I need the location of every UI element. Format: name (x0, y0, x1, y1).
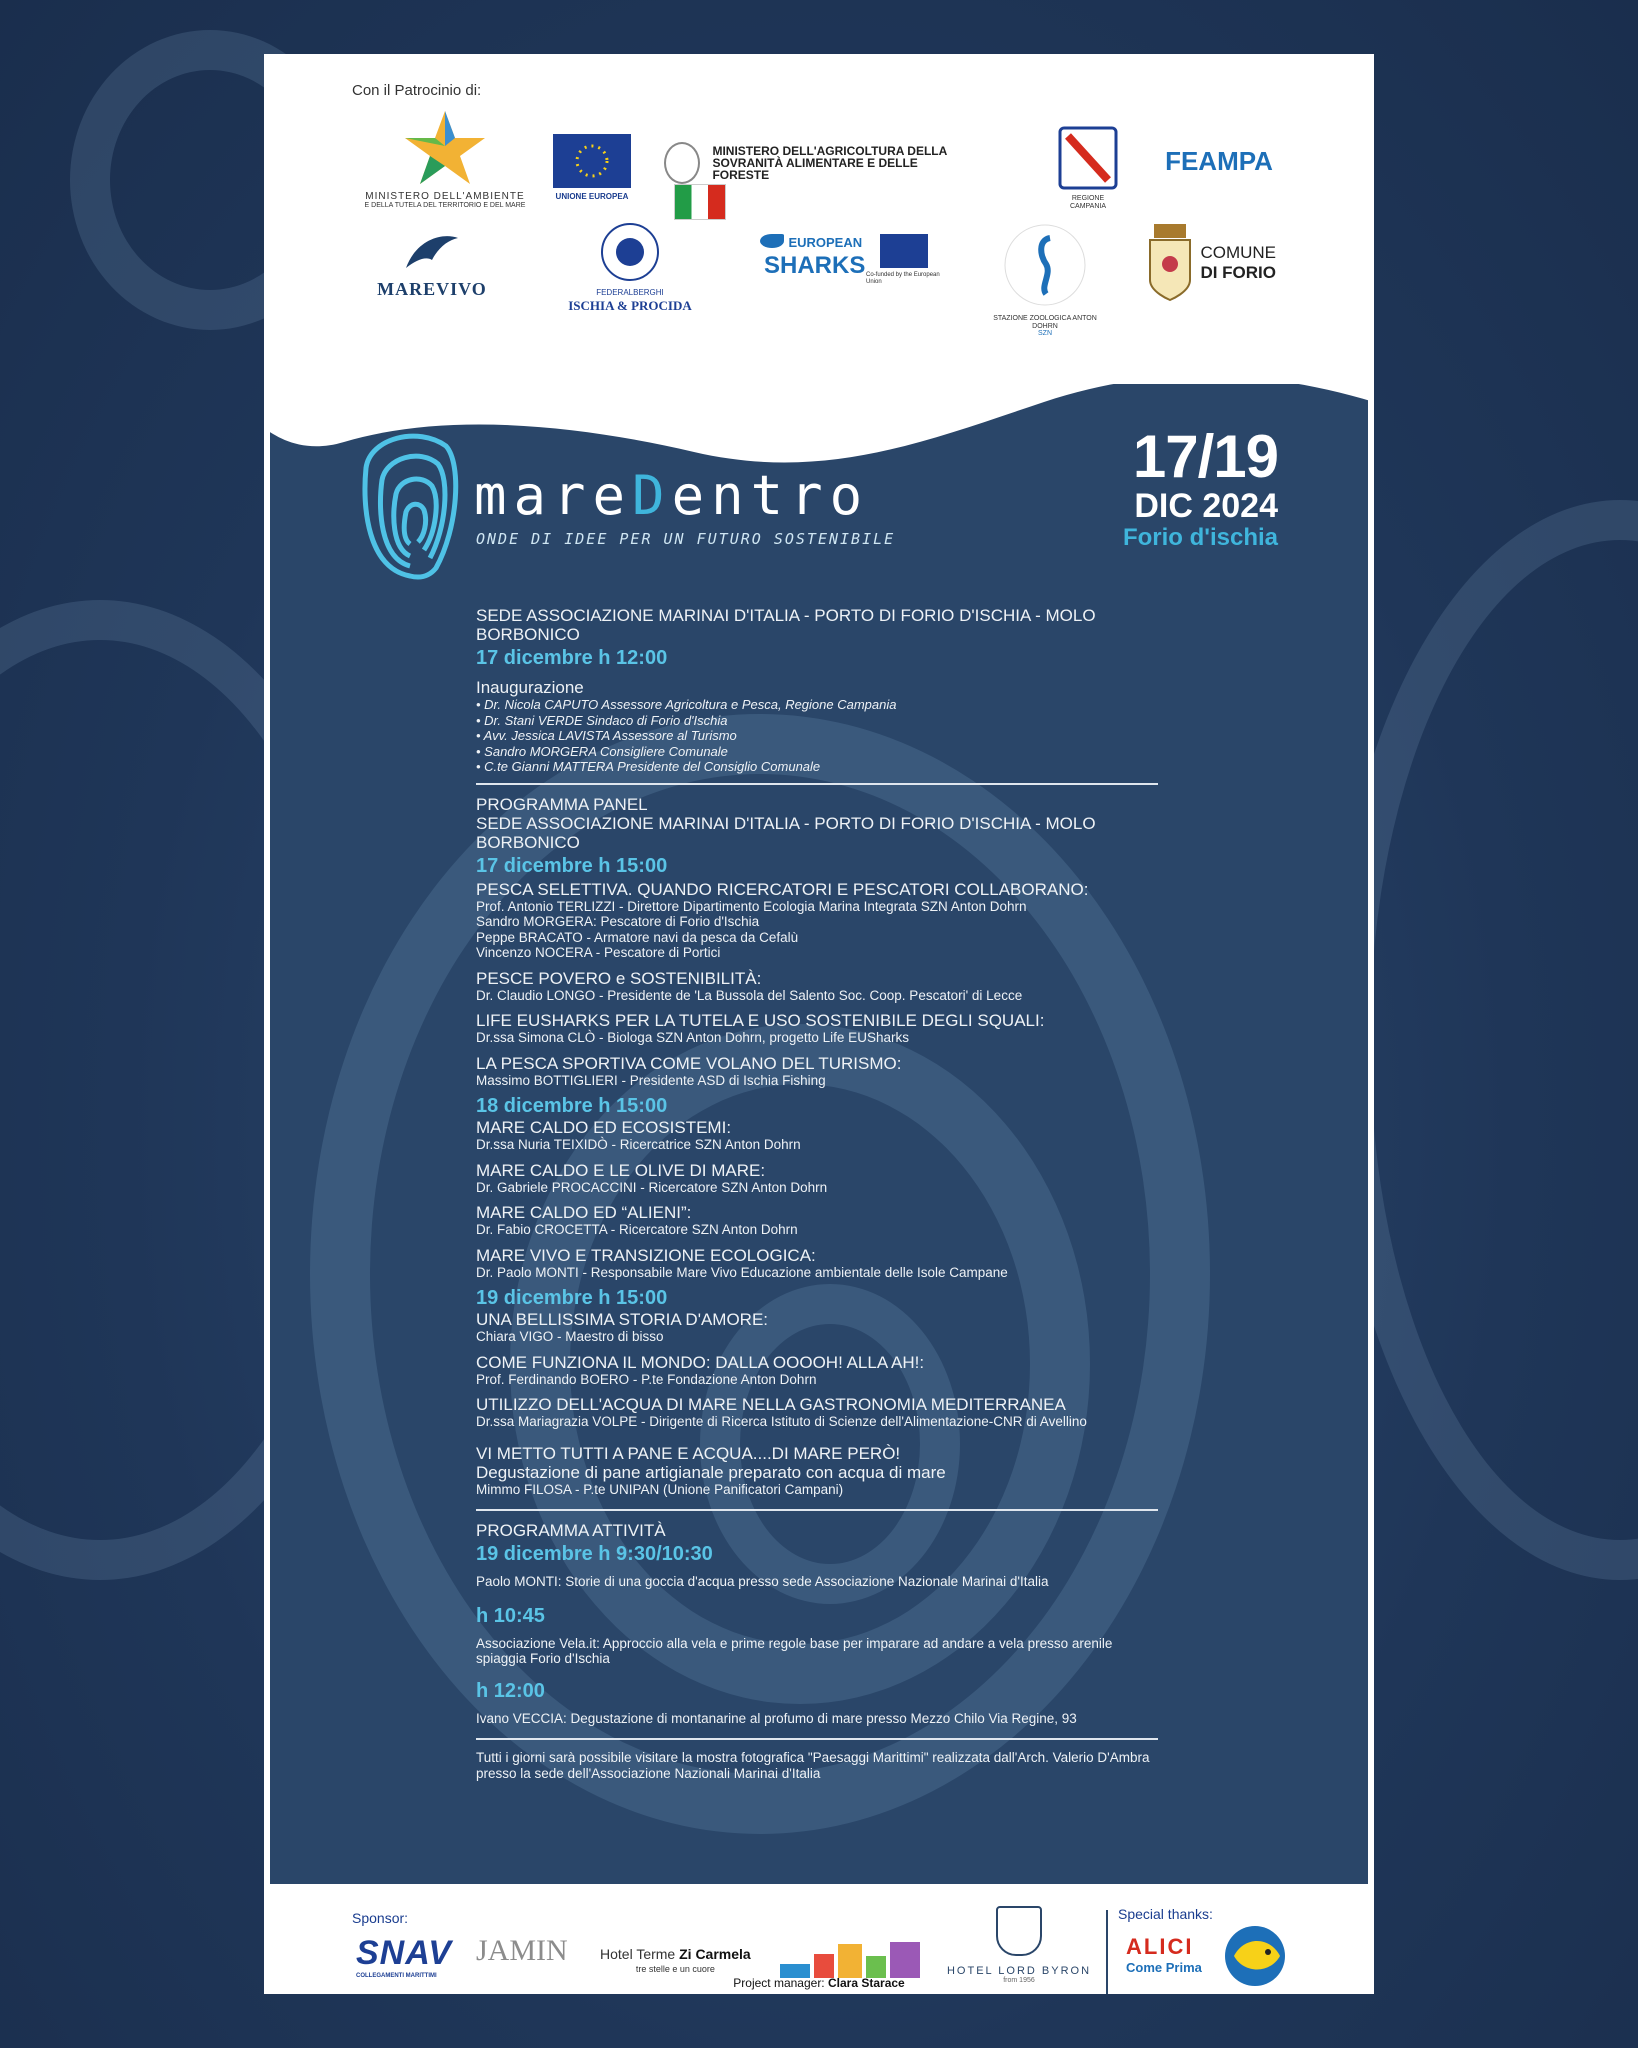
patronage-label: Con il Patrocinio di: (352, 82, 482, 99)
date-month: DIC 2024 (1134, 487, 1278, 525)
inauguration-speaker: • Dr. Stani VERDE Sindaco di Forio d'Ischia (476, 712, 728, 728)
logo-ministero-ambiente: MINISTERO DELL'AMBIENTE E DELLA TUTELA DEL TERRITORIO E DEL MARE (360, 106, 530, 210)
logo-regione-campania: REGIONE CAMPANIA (1054, 126, 1122, 210)
talk-title: UNA BELLISSIMA STORIA D'AMORE: (476, 1310, 769, 1329)
activity-text: Paolo MONTI: Storie di una goccia d'acqua presso sede Associazione Nazionale Marinai d'Italia (476, 1574, 1049, 1589)
talk-title: MARE CALDO ED “ALIENI”: (476, 1203, 692, 1222)
event-dates (1122, 423, 1278, 552)
talk-speaker: Dr. Fabio CROCETTA - Ricercatore SZN Anton Dohrn (476, 1222, 798, 1237)
sponsor-lord-byron: HOTEL LORD BYRON from 1956 (944, 1906, 1094, 1984)
sponsor-label: Sponsor: (352, 1910, 409, 1926)
star-logo-icon (400, 106, 490, 186)
logo-feampa: FEAMPA (1165, 146, 1273, 176)
program-content (476, 606, 1158, 1781)
talk-speaker: Dr.ssa Simona CLÒ - Biologa SZN Anton Dohrn, progetto Life EUSharks (476, 1030, 909, 1045)
talk-title: LIFE EUSHARKS PER LA TUTELA E USO SOSTENIBILE DEGLI SQUALI: (476, 1011, 1045, 1030)
federalberghi-emblem-icon (598, 220, 662, 284)
special-thanks-label: Special thanks: (1118, 1906, 1213, 1922)
seahorse-icon (1000, 220, 1090, 310)
activity-time: 19 dicembre h 9:30/10:30 (476, 1543, 713, 1565)
inauguration-speaker: • C.te Gianni MATTERA Presidente del Consiglio Comunale (476, 759, 821, 774)
project-manager: Project manager: Clara Starace (733, 1976, 905, 1990)
panel-day-date: 19 dicembre h 15:00 (476, 1287, 668, 1309)
talk-speaker: Peppe BRACATO - Armatore navi da pesca da Cefalù (476, 929, 799, 945)
logo-marevivo: MAREVIVO (362, 230, 502, 300)
patronage-logos (264, 54, 1374, 384)
inauguration-title: Inaugurazione (476, 678, 584, 697)
talk-title: UTILIZZO DELL'ACQUA DI MARE NELLA GASTRONOMIA MEDITERRANEA (476, 1395, 1066, 1414)
talk-speaker: Sandro MORGERA: Pescatore di Forio d'Ischia (476, 914, 760, 929)
sponsor-jamin: JAMIN (476, 1934, 568, 1967)
section-divider (476, 783, 1158, 785)
talk-speaker: Dr. Claudio LONGO - Presidente de 'La Bussola del Salento Soc. Coop. Pescatori' di Lecce (476, 987, 1023, 1003)
talk-speaker: Dr.ssa Nuria TEIXIDÒ - Ricercatrice SZN Anton Dohrn (476, 1137, 801, 1152)
inauguration-speaker: • Sandro MORGERA Consigliere Comunale (476, 743, 728, 759)
section-divider (476, 1509, 1158, 1511)
italian-flag-icon (674, 184, 726, 220)
shark-icon (760, 234, 784, 248)
talk-title: VI METTO TUTTI A PANE E ACQUA....DI MARE PERÒ! (476, 1443, 901, 1463)
panel-heading: PROGRAMMA PANEL (476, 794, 648, 814)
comune-text: COMUNE DI FORIO (1200, 243, 1277, 282)
event-poster (264, 54, 1374, 1994)
logo-federalberghi: FEDERALBERGHI ISCHIA & PROCIDA (560, 220, 700, 314)
activity-time: h 10:45 (476, 1604, 545, 1627)
talk-speaker: Dr.ssa Mariagrazia VOLPE - Dirigente di Ricerca Istituto di Scienze dell'Alimentazione-CNR di Avellino (476, 1414, 1087, 1429)
talk-title: LA PESCA SPORTIVA COME VOLANO DEL TURISMO: (476, 1053, 902, 1073)
section-divider (476, 1738, 1158, 1740)
footer-note: Tutti i giorni sarà possibile visitare la mostra fotografica "Paesaggi Marittimi" realizzata dall'Arch. Valerio D'Ambra presso la sede dell'Associazione Nazionali Marinai d'Italia (476, 1750, 1150, 1781)
talk-title: MARE VIVO E TRANSIZIONE ECOLOGICA: (476, 1245, 816, 1265)
logo-unione-europea: UNIONE EUROPEA (552, 134, 632, 202)
panel-day-date: 17 dicembre h 15:00 (476, 854, 668, 877)
sponsor-alici: ALICI Come Prima (1126, 1934, 1202, 1975)
activities-heading: PROGRAMMA ATTIVITÀ (476, 1521, 666, 1540)
maredentro-title: mareDentro (474, 464, 870, 527)
lord-byron-crest-icon (996, 1906, 1042, 1956)
logo-european-sharks: EUROPEAN SHARKS Co-funded by the European Union (760, 234, 930, 280)
inauguration-speaker: • Dr. Nicola CAPUTO Assessore Agricoltura e Pesca, Regione Campania (476, 697, 897, 712)
talk-subtitle: Degustazione di pane artigianale preparato con acqua di mare (476, 1462, 946, 1482)
date-range: 17/19 (1132, 423, 1278, 490)
talk-title: PESCE POVERO e SOSTENIBILITÀ: (476, 968, 762, 988)
logo-comune-forio (1148, 224, 1308, 302)
inauguration-speaker: • Avv. Jessica LAVISTA Assessore al Turismo (476, 728, 737, 743)
logo-stazione-zoologica: STAZIONE ZOOLOGICA ANTON DOHRN SZN (990, 220, 1100, 338)
talk-speaker: Massimo BOTTIGLIERI - Presidente ASD di Ischia Fishing (476, 1072, 826, 1088)
talk-title: PESCA SELETTIVA. QUANDO RICERCATORI E PESCATORI COLLABORANO: (476, 879, 1089, 899)
talk-title: COME FUNZIONA IL MONDO: DALLA OOOOH! ALLA AH!: (476, 1352, 925, 1372)
talk-speaker: Prof. Antonio TERLIZZI - Direttore Dipartimento Ecologia Marina Integrata SZN Anton Dohrn (476, 898, 1027, 914)
activity-text: Associazione Vela.it: Approccio alla vela e prime regole base per imparare ad andare a vela presso arenile spiaggia Forio d'Ischia (476, 1635, 1113, 1666)
inauguration-venue: SEDE ASSOCIAZIONE MARINAI D'ITALIA - PORTO DI FORIO D'ISCHIA - MOLO BORBONICO (476, 606, 1096, 644)
talk-speaker: Prof. Ferdinando BOERO - P.te Fondazione Anton Dohrn (476, 1371, 817, 1387)
sponsor-zi-carmela: Hotel Terme Zi Carmela tre stelle e un cuore (600, 1946, 751, 1974)
talk-speaker: Mimmo FILOSA - P.te UNIPAN (Unione Panificatori Campani) (476, 1481, 844, 1497)
logo-ministero-agricoltura: MINISTERO DELL'AGRICOLTURA DELLA SOVRANITÀ ALIMENTARE E DELLE FORESTE (664, 142, 1014, 220)
panel-day-date: 18 dicembre h 15:00 (476, 1095, 668, 1117)
talk-speaker: Dr. Paolo MONTI - Responsabile Mare Vivo Educazione ambientale delle Isole Campane (476, 1264, 1008, 1280)
talk-speaker: Vincenzo NOCERA - Pescatore di Portici (476, 945, 721, 960)
campania-shield-icon (1058, 126, 1118, 190)
activity-time: h 12:00 (476, 1679, 545, 1702)
eu-flag-icon (553, 134, 631, 188)
talk-title: MARE CALDO E LE OLIVE DI MARE: (476, 1160, 766, 1180)
maredentro-shell-logo-icon (358, 428, 462, 580)
comune-crest-icon (1148, 224, 1192, 302)
talk-speaker: Dr. Gabriele PROCACCINI - Ricercatore SZN Anton Dohrn (476, 1179, 828, 1195)
republic-emblem-icon (664, 142, 700, 184)
event-place: Forio d'ischia (1122, 524, 1278, 551)
sponsor-snav: SNAV COLLEGAMENTI MARITTIMI (356, 1934, 452, 1979)
sponsor-bar (264, 1884, 1374, 1994)
talk-speaker: Chiara VIGO - Maestro di bisso (476, 1329, 664, 1344)
talk-title: MARE CALDO ED ECOSISTEMI: (476, 1118, 732, 1137)
eu-flag-small-icon (880, 234, 928, 268)
panel-venue: SEDE ASSOCIAZIONE MARINAI D'ITALIA - PORTO DI FORIO D'ISCHIA - MOLO BORBONICO (476, 813, 1096, 852)
maredentro-subtitle: ONDE DI IDEE PER UN FUTURO SOSTENIBILE (476, 530, 896, 548)
inauguration-date: 17 dicembre h 12:00 (476, 647, 668, 669)
activity-text: Ivano VECCIA: Degustazione di montanarine al profumo di mare presso Mezzo Chilo Via Regine, 93 (476, 1710, 1077, 1726)
dolphin-icon (402, 230, 462, 274)
